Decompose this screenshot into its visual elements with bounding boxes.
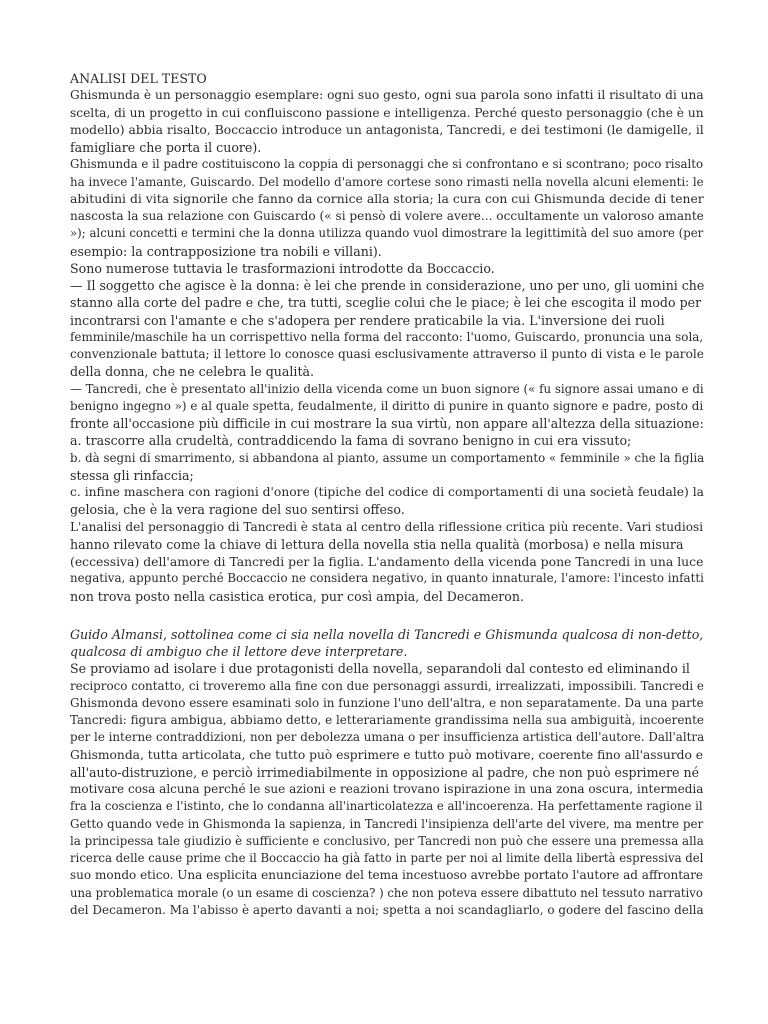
text-line: — Il soggetto che agisce è la donna: è lei che prende in considerazione, uno per uno, gli uomini che — [70, 278, 705, 293]
text-line: Ghismonda devono essere esaminati solo in funzione l'uno dell'altra, e non separatamente. Da una parte — [70, 695, 704, 710]
text-line: del Decameron. Ma l'abisso è aperto davanti a noi; spetta a noi scandagliarlo, o godere del fascino della — [70, 902, 704, 917]
italic-line: Guido Almansi, sottolinea come ci sia nella novella di Tancredi e Ghismunda qualcosa di non-detto, — [70, 626, 704, 642]
text-line: una problematica morale (o un esame di coscienza? ) che non poteva essere dibattuto nel tessuto narrativo — [70, 885, 703, 900]
text-line: Ghismunda è un personaggio esemplare: ogni suo gesto, ogni sua parola sono infatti il risultato di una — [70, 88, 704, 103]
text-line: incontrarsi con l'amante e che s'adopera per rendere praticabile la via. L'inversione dei ruoli — [70, 312, 665, 328]
quote-intro — [70, 626, 704, 661]
text-line: fronte all'occasione più difficile in cui mostrare la sua virtù, non appare all'altezza della situazione: — [70, 416, 704, 431]
text-line: fra la coscienza e l'istinto, che lo condanna all'inarticolatezza e all'incoerenza. Ha perfettamente ragione il — [70, 799, 703, 814]
text-line: ha invece l'amante, Guiscardo. Del modello d'amore cortese sono rimasti nella novella alcuni elementi: le — [70, 174, 704, 189]
text-line: modello) abbia risalto, Boccaccio introduce un antagonista, Tancredi, e dei testimoni (le damigelle, il — [70, 122, 704, 137]
document-page — [70, 70, 704, 919]
paragraph-gap — [70, 605, 704, 626]
text-line: ricerca delle cause prime che il Boccaccio ha già fatto in parte per noi al limite della libertà espressiva del — [70, 851, 704, 865]
document-title: ANALISI DEL TESTO — [70, 71, 207, 86]
text-line: femminile/maschile ha un corrispettivo nella forma del racconto: l'uomo, Guiscardo, pronuncia una sola, — [70, 329, 704, 344]
text-line: L'analisi del personaggio di Tancredi è stata al centro della riflessione critica più recente. Vari studiosi — [70, 519, 704, 534]
text-line: a. trascorre alla crudeltà, contraddicendo la fama di sovrano benigno in cui era vissuto; — [70, 433, 632, 449]
section-almansi — [70, 660, 704, 919]
text-line: famigliare che porta il cuore). — [70, 140, 262, 155]
section-analysis — [70, 87, 704, 605]
text-line: Ghismunda e il padre costituiscono la coppia di personaggi che si confrontano e si scontrano; poco risalto — [70, 157, 704, 172]
text-line: nascosta la sua relazione con Guiscardo (« si pensò di volere avere... occultamente un valoroso amante — [70, 209, 704, 223]
text-line: stessa gli rinfaccia; — [70, 467, 194, 483]
text-line: Sono numerose tuttavia le trasformazioni introdotte da Boccaccio. — [70, 260, 495, 276]
text-line: convenzionale battuta; il lettore lo conosce quasi esclusivamente attraverso il punto di vista e le parole — [70, 347, 704, 361]
text-line: Tancredi: figura ambigua, abbiamo detto, e letterariamente grandissima nella sua ambiguità, incoerente — [70, 713, 704, 727]
text-line: esempio: la contrapposizione tra nobili e villani). — [70, 243, 382, 259]
text-line: negativa, appunto perché Boccaccio ne considera negativo, in quanto innaturale, l'amore: l'incesto infatti — [70, 571, 704, 586]
text-line: hanno rilevato come la chiave di lettura della novella stia nella qualità (morbosa) e nella misura — [70, 536, 684, 552]
text-line: non trova posto nella casistica erotica, pur così ampia, del Decameron. — [70, 588, 525, 604]
text-line: c. infine maschera con ragioni d'onore (tipiche del codice di comportamenti di una società feudale) la — [70, 485, 704, 499]
italic-line: qualcosa di ambiguo che il lettore deve interpretare. — [70, 644, 408, 659]
text-line: per le interne contraddizioni, non per debolezza umana o per insufficienza artistica dell'autore. Dall'altra — [70, 730, 705, 745]
text-line: stanno alla corte del padre e che, tra tutti, sceglie colui che le piace; è lei che escogita il modo per — [70, 295, 702, 311]
text-line: reciproco contatto, ci troveremo alla fine con due personaggi assurdi, irrealizzati, impossibili. Tancredi e — [70, 678, 704, 693]
text-line: gelosia, che è la vera ragione del suo sentirsi offeso. — [70, 502, 405, 518]
text-line: scelta, di un progetto in cui confluiscono passione e intelligenza. Perché questo personaggio (che è un — [70, 105, 704, 120]
text-line: Ghismonda, tutta articolata, che tutto può esprimere e tutto può motivare, coerente fino all'assurdo e — [70, 747, 704, 762]
text-line: (eccessiva) dell'amore di Tancredi per la figlia. L'andamento della vicenda pone Tancredi in una luce — [70, 554, 704, 569]
text-line: all'auto-distruzione, e perciò irrimediabilmente in opposizione al padre, che non può esprimere né — [70, 764, 700, 780]
text-line: della donna, che ne celebra le qualità. — [70, 364, 315, 380]
text-line: la principessa tale giudizio è sufficiente e conclusivo, per Tancredi non può che essere una premessa alla — [70, 833, 704, 848]
text-line: motivare cosa alcuna perché le sue azioni e reazioni trovano ispirazione in una zona oscura, intermedia — [70, 782, 704, 796]
text-line: benigno ingegno ») e al quale spetta, feudalmente, il diritto di punire in quanto signore e padre, posto di — [70, 398, 704, 413]
text-line: Getto quando vede in Ghismonda la sapienza, in Tancredi l'insipienza dell'arte del vivere, ma mentre per — [70, 816, 704, 831]
text-line: suo mondo etico. Una esplicita enunciazione del tema incestuoso avrebbe portato l'autore ad affrontare — [70, 868, 704, 883]
text-line: »); alcuni concetti e termini che la donna utilizza quando vuol dimostrare la legittimità del suo amore (per — [70, 226, 704, 241]
text-line: abitudini di vita signorile che fanno da cornice alla storia; la cura con cui Ghismunda decide di tener — [70, 191, 704, 206]
text-line: — Tancredi, che è presentato all'inizio della vicenda come un buon signore (« fu signore assai umano e di — [70, 381, 704, 396]
text-line: b. dà segni di smarrimento, si abbandona al pianto, assume un comportamento « femminile » che la figlia — [70, 450, 705, 465]
text-line: Se proviamo ad isolare i due protagonisti della novella, separandoli dal contesto ed eliminando il — [70, 661, 690, 677]
